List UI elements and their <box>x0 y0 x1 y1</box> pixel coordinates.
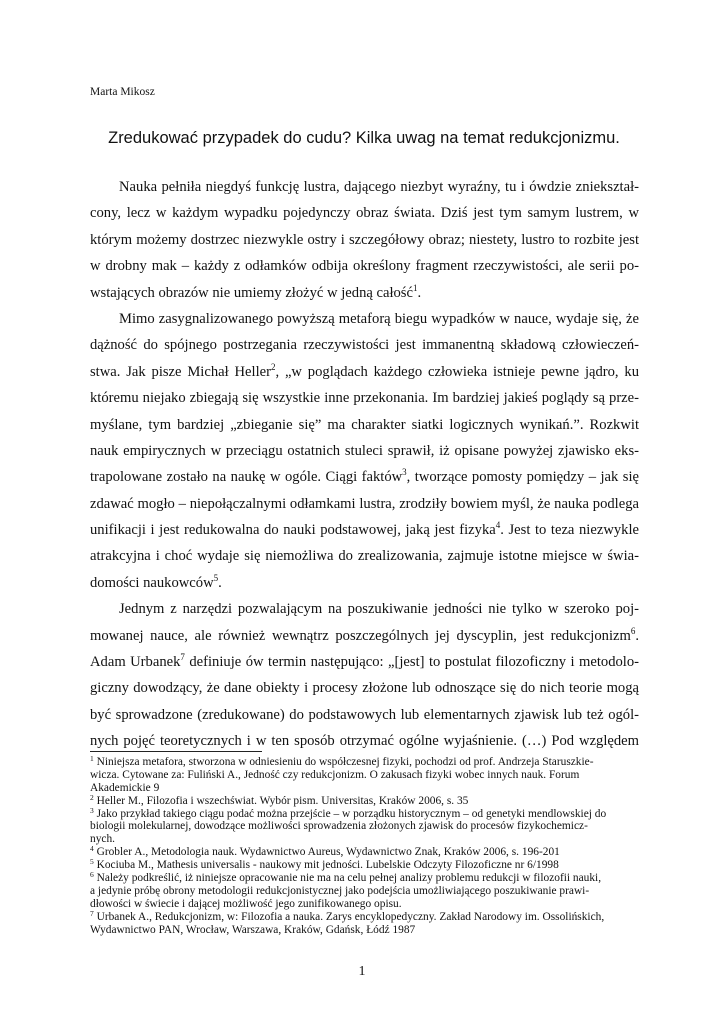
footnote-ref: 1 <box>412 282 418 293</box>
body-line: nauk empirycznych w przeciągu ostatnich stuleci sprawił, iż opisane powyżej zjawisko eks- <box>90 442 639 459</box>
footnote-text: Urbanek A., Redukcjonizm, w: Filozofia a nauka. Zarys encyklopedyczny. Zakład Narodowy im. Ossolińskich, <box>93 910 605 923</box>
footnote-text: Grobler A., Metodologia nauk. Wydawnictwo Aureus, Wydawnictwo Znak, Kraków 2006, s. 196-201 <box>93 846 560 859</box>
body-text-run: domości naukowców <box>90 574 214 591</box>
footnote-line <box>90 756 639 769</box>
footnote-number: 6 <box>90 870 94 880</box>
footnote-ref: 6 <box>630 625 636 636</box>
body-text-run: definiuje ów termin następująco: „[jest] to postulat filozoficzny i metodolo- <box>184 654 639 671</box>
author-name: Marta Mikosz <box>90 86 155 98</box>
body-line: Nauka pełniła niegdyś funkcję lustra, dającego niezbyt wyraźny, tu i ówdzie zniekształ- <box>119 179 639 195</box>
body-line: myślane, tym bardziej „zbieganie się” ma charakter siatki logicznych wynikań.”. Rozkwit <box>90 416 639 433</box>
footnote-number: 4 <box>90 844 94 854</box>
body-line <box>90 570 639 596</box>
footnote-line: wicza. Cytowane za: Fuliński A., Jedność czy redukcjonizm. O zakusach fizyki wobec innych nauk. Forum <box>90 768 580 781</box>
footnote-line: dłowości w świecie i dającej możliwość jego zunifikowanego opisu. <box>90 897 402 910</box>
footnote-line <box>90 805 639 821</box>
footnote-line <box>90 908 639 924</box>
footnote-number: 3 <box>90 805 94 815</box>
body-line: któremu niejako zbiegają się wszystkie inne przekonania. Im bardziej jakieś poglądy są prze- <box>90 390 639 407</box>
footnote-line: a jedynie próbę obrony metodologii redukcjonistycznej jako podejścia umożliwiającego poszukiwanie prawi- <box>90 884 590 897</box>
body-line: Mimo zasygnalizowanego powyższą metaforą biegu wypadków w nauce, wydaje się, że <box>119 310 639 327</box>
body-text <box>90 174 639 755</box>
page-number: 1 <box>358 964 366 979</box>
body-text-run: unifikacji i jest redukowalna do nauki podstawowej, jaką jest fizyka <box>90 522 496 539</box>
footnote-line: Wydawnictwo PAN, Wrocław, Warszawa, Kraków, Gdańsk, Łódź 1987 <box>90 923 416 936</box>
footnote-text: Niniejsza metafora, stworzona w odniesieniu do współczesnej fizyki, pochodzi od prof. Andrzeja Staruszkie- <box>93 756 594 768</box>
footnote-number: 7 <box>90 908 94 918</box>
footnote-text: Należy podkreślić, iż niniejsze opracowanie nie ma na celu pełnej analizy problemu redukcji w filozofii nauki, <box>93 872 602 885</box>
body-text-run: . Jest to teza niezwykle <box>500 522 639 539</box>
footnote-number: 5 <box>90 857 94 867</box>
footnote-text: Heller M., Filozofia i wszechświat. Wybór pism. Universitas, Kraków 2006, s. 35 <box>93 794 469 807</box>
footnote-ref: 4 <box>495 520 501 531</box>
footnote-separator <box>90 751 262 752</box>
document-title: Zredukować przypadek do cudu? Kilka uwag na temat redukcjonizmu. <box>108 129 620 147</box>
body-line <box>90 359 639 385</box>
footnote-number: 1 <box>90 754 94 763</box>
body-line <box>90 280 639 306</box>
footnote-line: nych. <box>90 833 115 846</box>
footnote-line <box>90 846 639 859</box>
body-line: atrakcyjna i choć wydaje się niemożliwa do zrealizowania, zajmuje istotne miejsce w świa- <box>90 548 639 565</box>
footnote-text: Kociuba M., Mathesis universalis - naukowy mit jedności. Lubelskie Odczyty Filozoficzne nr 6/1998 <box>93 859 559 872</box>
footnote-line <box>90 792 639 808</box>
footnote-line <box>90 859 639 872</box>
body-line: cony, lecz w każdym wypadku pojedynczy obraz świata. Dziś jest tym samym lustrem, w <box>90 205 639 222</box>
body-line: Jednym z narzędzi pozwalającym na poszukiwanie jedności nie tylko w szeroko poj- <box>119 601 639 618</box>
footnote-ref: 7 <box>180 652 185 663</box>
footnote-line <box>90 872 639 885</box>
body-text-run: , „w poglądach każdego człowieka istnieje pewne jądro, ku <box>275 363 639 380</box>
footnote-line: Akademickie 9 <box>90 781 160 794</box>
body-line: nych pojęć teoretycznych i w ten sposób otrzymać ogólne wyjaśnienie. (…) Pod względem <box>90 733 639 750</box>
footnotes <box>90 756 639 936</box>
body-line <box>90 464 639 490</box>
body-line: dążność do spójnego postrzegania rzeczywistości jest immanentną składową człowieczeń- <box>90 337 639 354</box>
body-text-run: trapolowane zostało na naukę w ogóle. Ciągi faktów <box>90 469 403 486</box>
body-text-run: . <box>417 284 422 301</box>
body-line: w drobny mak – każdy z odłamków odbija określony fragment rzeczywistości, ale serii po- <box>90 258 639 275</box>
body-text-run: . <box>635 627 639 644</box>
body-line: być sprowadzone (zredukowane) do podstawowych lub elementarnych zjawisk lub też ogól- <box>90 706 639 723</box>
footnote-number: 2 <box>90 792 94 802</box>
body-line: giczny dowodzący, że dane obiekty i procesy złożone lub odnoszące się do nich teorie mogą <box>90 680 639 697</box>
body-text-run: stwa. Jak pisze Michał Heller <box>90 363 271 380</box>
footnote-ref: 3 <box>402 467 407 478</box>
body-text-run: , tworzące pomosty pomiędzy – jak się <box>406 469 639 486</box>
body-line <box>90 623 639 649</box>
body-text-run: mowanej nauce, ale również wewnątrz poszczególnych jej dyscyplin, jest redukcjonizm <box>90 627 631 644</box>
footnote-ref: 5 <box>213 572 219 583</box>
footnote-line: biologii molekularnej, dowodzące możliwości sprowadzenia złożonych zjawisk do procesów fizykochemicz- <box>90 820 588 833</box>
footnote-text: Jako przykład takiego ciągu podać można przejście – w porządku historycznym – od genetyki mendlowskiej do <box>93 807 607 820</box>
body-line: zdawać mogło – niepołączalnymi odłamkami lustra, zrodziły bowiem myśl, że nauka podlega <box>90 495 639 512</box>
body-line: którym możemy dostrzec niezwykle ostry i szczegółowy obraz; niestety, lustro to rozbite jest <box>90 231 639 248</box>
body-line <box>90 649 639 675</box>
body-text-run: . <box>218 574 222 591</box>
body-text-run: Adam Urbanek <box>90 654 181 671</box>
body-line <box>90 517 639 543</box>
body-text-run: wstających obrazów nie umiemy złożyć w jedną całość <box>90 284 413 301</box>
footnote-ref: 2 <box>270 361 276 372</box>
